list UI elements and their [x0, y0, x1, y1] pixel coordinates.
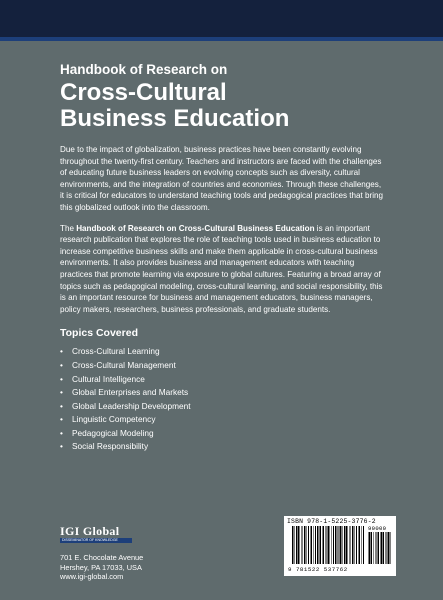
top-band: [0, 0, 443, 41]
description-paragraph-2-rest: is an important research publication that explores the role of teaching tools used in business education to increase competitive business skills and make them applicable in cross-cultural business environments. It also provides business and management educators with teaching practices that promote learning via exposure to global cultures. Featuring a broad array of topics such as pedagogical modeling, cross-cultural learning, and social responsibility, this is an important resource for business and management educators, business managers, policy makers, researchers, business professionals, and graduate students.: [60, 223, 383, 314]
publisher-logo-tagline: DISSEMINATOR OF KNOWLEDGE: [60, 538, 132, 543]
barcode-bar: [296, 526, 297, 564]
barcode-digits: 9 781522 537762: [288, 566, 348, 573]
topic-item: [60, 345, 385, 359]
description-paragraph-1: Due to the impact of globalization, business practices have been constantly evolving throughout the twenty-first century. Teachers and instructors are faced with the challenges of educating future business leaders on evolving concepts such as diversity, cultural environments, and the integration of countries and economies. Through these challenges, it is critical for educators to understand teaching tools and pedagogical practices that bring this globalized outlook into the classroom.: [60, 145, 384, 212]
barcode-bar: [363, 526, 364, 564]
barcode-bar: [315, 526, 316, 564]
barcode-bar: [311, 526, 313, 564]
isbn-number: ISBN 978-1-5225-3776-2: [287, 518, 376, 525]
top-band-stripe: [0, 37, 443, 41]
barcode-bar: [356, 526, 357, 564]
barcode-addon-digits: 90000: [368, 525, 387, 532]
bullet-icon: •: [60, 387, 63, 398]
topic-label: Linguistic Competency: [72, 414, 156, 425]
topic-label: Cross-Cultural Management: [72, 359, 176, 370]
barcode-bar: [327, 526, 328, 564]
book-title-line-1: Cross-Cultural: [60, 79, 227, 106]
back-cover-content: [60, 62, 385, 454]
barcode-bar: [333, 526, 334, 564]
barcode-bar: [319, 526, 320, 564]
topic-item: [60, 427, 385, 441]
barcode-bar: [340, 526, 342, 564]
barcode-bar: [298, 526, 300, 564]
topic-label: Cultural Intelligence: [72, 373, 145, 384]
barcode-bar: [371, 532, 373, 564]
barcode-bar: [369, 532, 370, 564]
barcode-bar: [326, 526, 327, 564]
barcode-bar: [292, 526, 294, 564]
barcode-bar: [352, 526, 354, 564]
publisher-address-line-1: 701 E. Chocolate Avenue: [60, 553, 144, 562]
publisher-website: www.igi-global.com: [60, 572, 124, 581]
topic-label: Social Responsibility: [72, 441, 149, 452]
topic-label: Global Leadership Development: [72, 400, 191, 411]
barcode-bar: [323, 526, 325, 564]
description-paragraph-2-start: The: [60, 223, 77, 233]
bullet-icon: •: [60, 373, 63, 384]
barcode-bar: [381, 532, 382, 564]
barcode-bar: [374, 532, 375, 564]
topic-item: [60, 400, 385, 414]
barcode-bar: [304, 526, 306, 564]
publisher-logo-name: IGI Global: [60, 524, 120, 538]
barcode-bar: [378, 532, 380, 564]
barcode-bar: [346, 526, 348, 564]
barcode-bar: [383, 532, 385, 564]
topic-item: [60, 386, 385, 400]
bullet-icon: •: [60, 400, 63, 411]
topics-heading: Topics Covered: [60, 327, 138, 340]
description-paragraph-2: [60, 223, 385, 316]
barcode-bar: [362, 526, 363, 564]
barcode-bar: [380, 532, 381, 564]
description-paragraph-2-bold-title: Handbook of Research on Cross-Cultural Business Education: [76, 223, 315, 233]
publisher-address-line-2: Hershey, PA 17033, USA: [60, 562, 142, 572]
barcode-bar: [348, 526, 349, 564]
topic-label: Global Enterprises and Markets: [72, 387, 189, 398]
barcode-bar: [331, 526, 332, 564]
book-title: [60, 80, 385, 132]
barcode-bar: [344, 526, 345, 564]
barcode-bar: [385, 532, 386, 564]
barcode-bar: [359, 526, 361, 564]
barcode-bar: [387, 532, 388, 564]
barcode-bar: [314, 526, 315, 564]
barcode-bar: [388, 532, 390, 564]
book-subtitle: Handbook of Research on: [60, 62, 228, 77]
barcode-bar: [335, 526, 337, 564]
barcode-bar: [355, 526, 356, 564]
barcode-bar: [302, 526, 303, 564]
barcode-bar: [338, 526, 339, 564]
publisher-logo: [60, 525, 132, 543]
bullet-icon: •: [60, 441, 63, 452]
barcode-bar: [300, 526, 301, 564]
bullet-icon: •: [60, 414, 63, 425]
barcode-bar: [307, 526, 308, 564]
bullet-icon: •: [60, 359, 63, 370]
barcode-bar: [317, 526, 319, 564]
barcode-bar: [308, 526, 309, 564]
barcode-bar: [350, 526, 351, 564]
publisher-block: [60, 525, 220, 582]
barcode-bars-addon: [368, 532, 392, 564]
topic-item: [60, 413, 385, 427]
topic-label: Cross-Cultural Learning: [72, 346, 160, 357]
barcode-bar: [343, 526, 344, 564]
barcode-bar: [339, 526, 340, 564]
barcode-bar: [320, 526, 321, 564]
topic-item: [60, 440, 385, 454]
isbn-barcode: [284, 516, 396, 576]
barcode-bar: [328, 526, 330, 564]
book-title-line-2: Business Education: [60, 105, 290, 132]
topic-item: [60, 373, 385, 387]
bullet-icon: •: [60, 427, 63, 438]
barcode-bar: [376, 532, 377, 564]
topics-list: [60, 345, 385, 454]
barcode-bar: [390, 532, 391, 564]
bullet-icon: •: [60, 346, 63, 357]
barcode-bars-main: [292, 526, 364, 564]
topic-label: Pedagogical Modeling: [72, 427, 154, 438]
barcode-bar: [368, 532, 369, 564]
topic-item: [60, 359, 385, 373]
barcode-bar: [295, 526, 296, 564]
